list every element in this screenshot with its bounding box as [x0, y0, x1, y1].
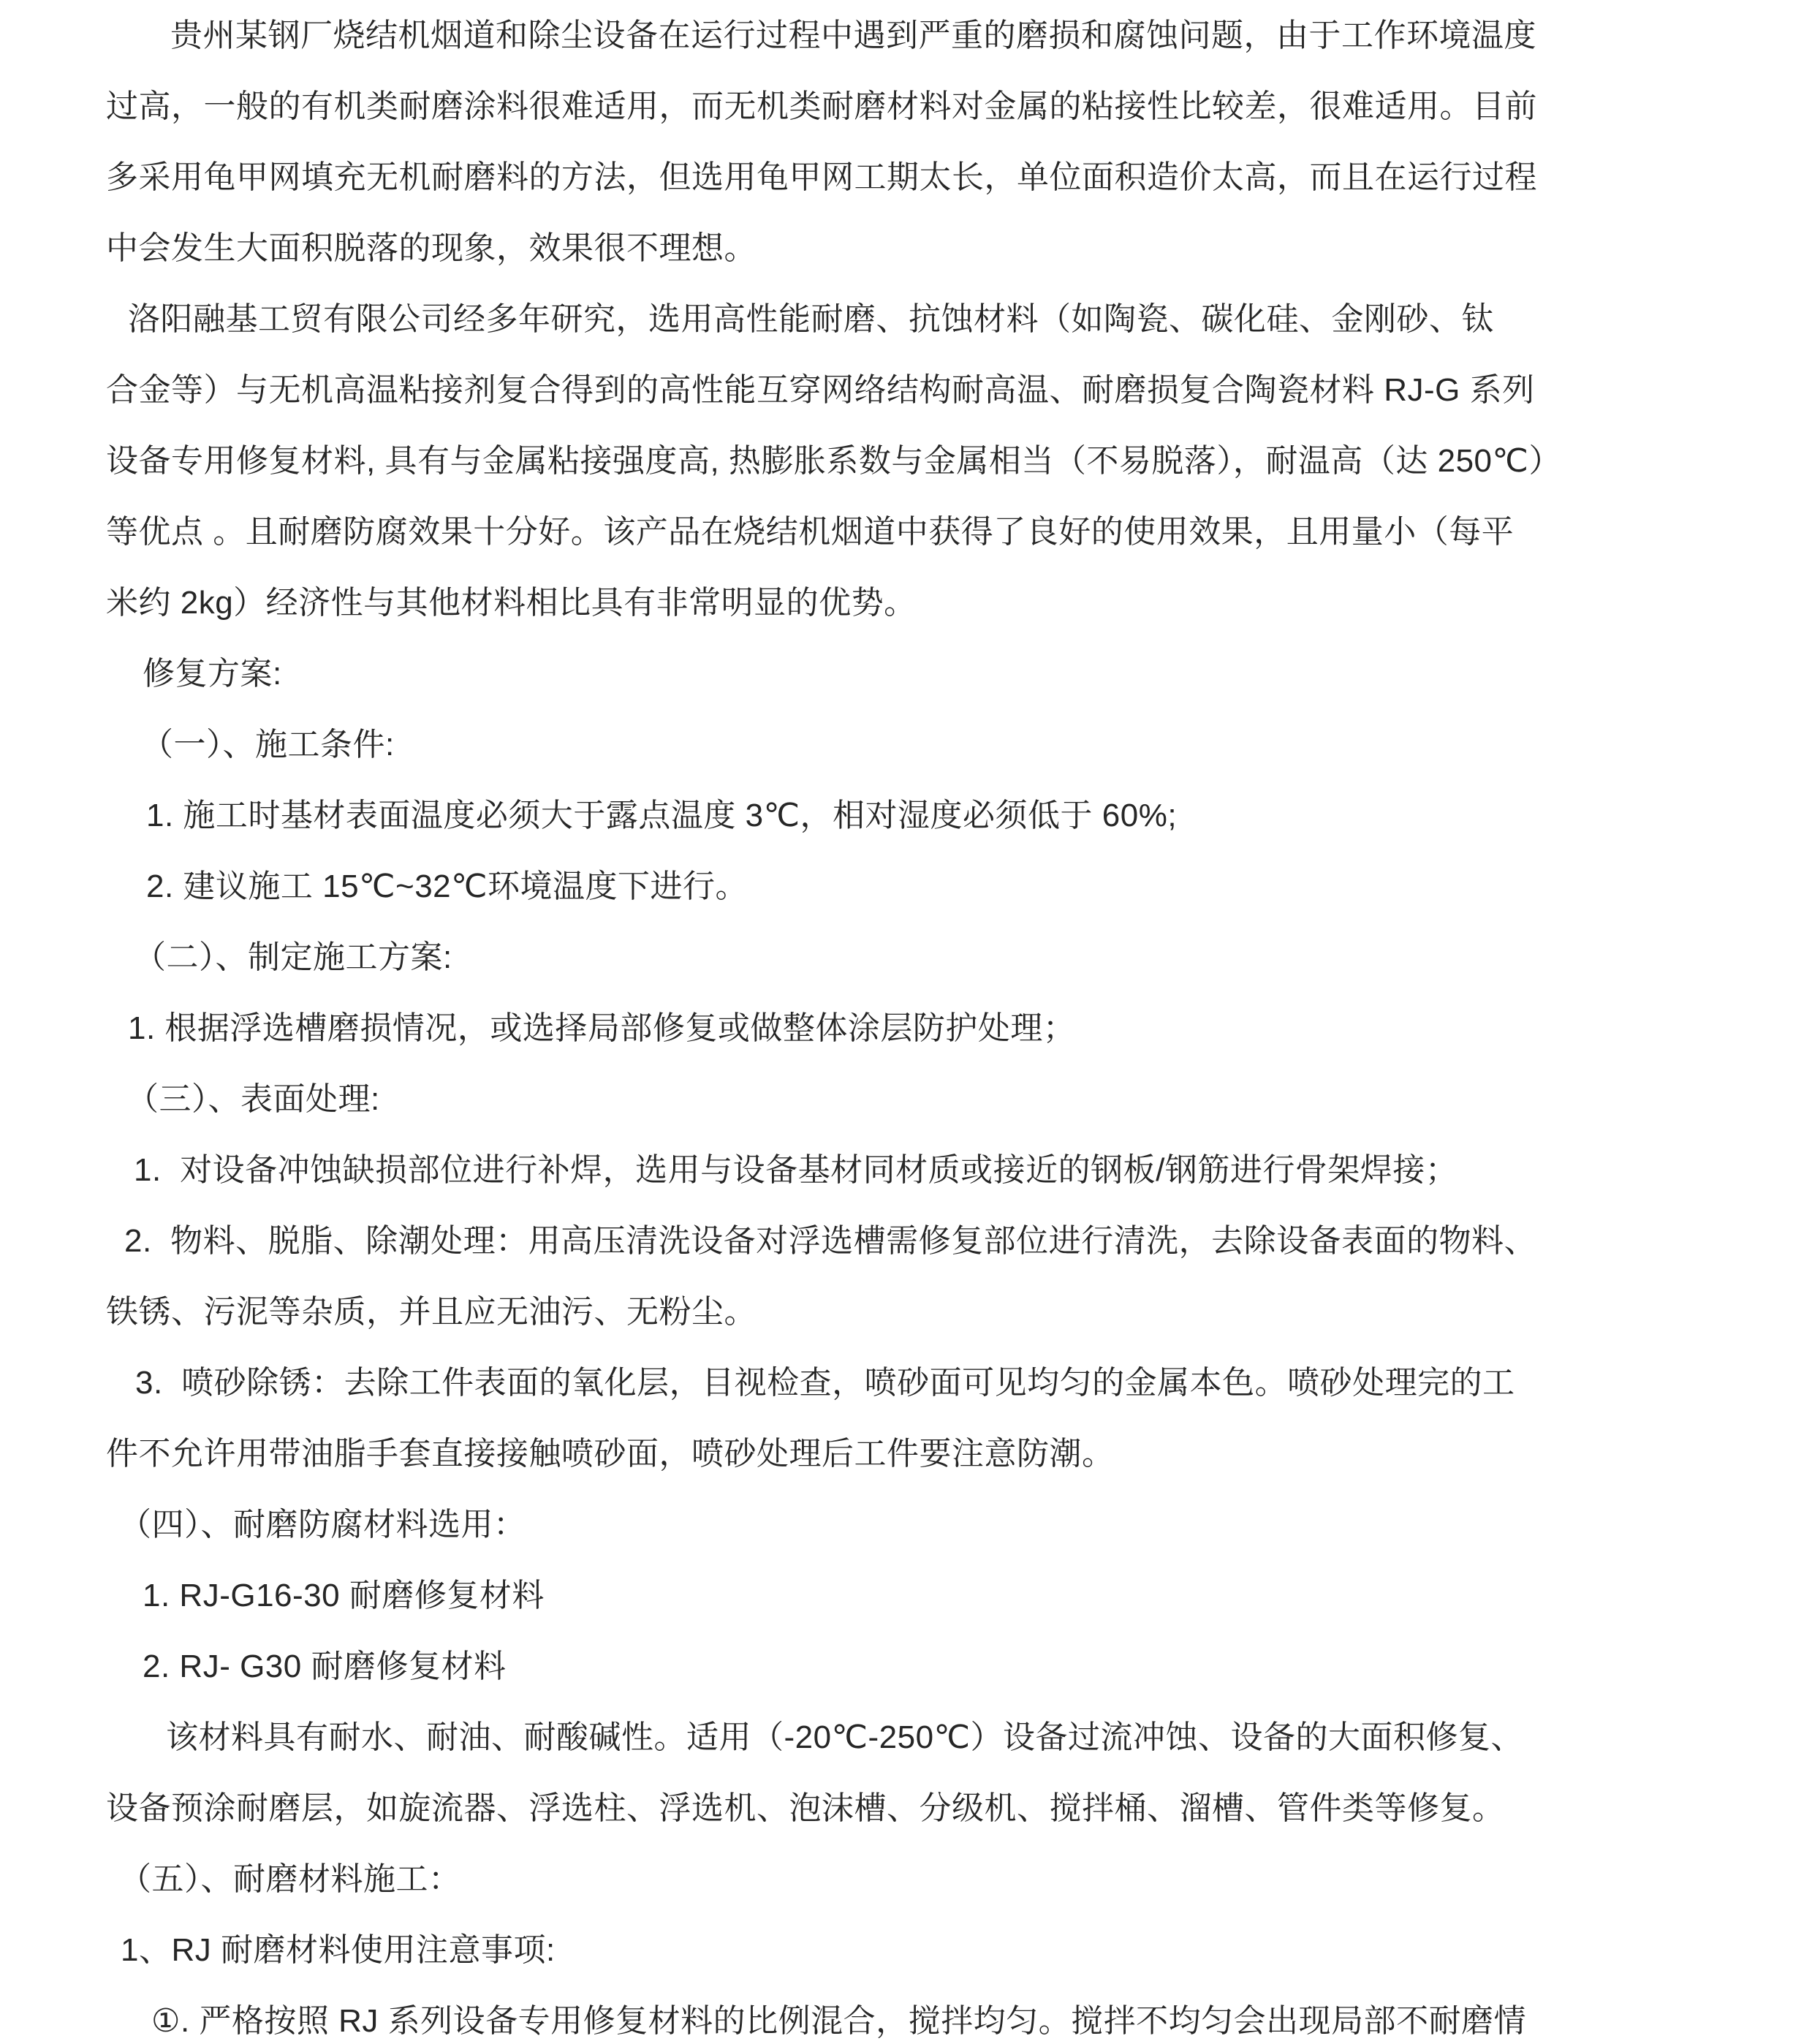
text-line: （一）、施工条件:: [141, 727, 395, 762]
text-line: 2. 物料、脱脂、除潮处理：用高压清洗设备对浮选槽需修复部位进行清洗，去除设备表面的物料、: [124, 1223, 1537, 1259]
text-line: 1. 对设备冲蚀缺损部位进行补焊，选用与设备基材同材质或接近的钢板/钢筋进行骨架焊接；: [134, 1152, 1458, 1188]
text-line: 米约 2kg）经济性与其他材料相比具有非常明显的优势。: [106, 585, 917, 621]
text-line: ①. 严格按照 RJ 系列设备专用修复材料的比例混合，搅拌均匀。搅拌不均匀会出现局部不耐磨情: [151, 2003, 1527, 2039]
text-line: 洛阳融基工贸有限公司经多年研究，选用高性能耐磨、抗蚀材料（如陶瓷、碳化硅、金刚砂、钛: [128, 301, 1494, 337]
text-line: 设备预涂耐磨层，如旋流器、浮选柱、浮选机、泡沫槽、分级机、搅拌桶、溜槽、管件类等修复。: [106, 1790, 1505, 1826]
text-line: 多采用龟甲网填充无机耐磨料的方法，但选用龟甲网工期太长，单位面积造价太高，而且在运行过程: [106, 159, 1537, 195]
text-line: 修复方案:: [143, 656, 282, 692]
text-line: （五）、耐磨材料施工：: [119, 1861, 461, 1897]
text-line: 件不允许用带油脂手套直接接触喷砂面，喷砂处理后工件要注意防潮。: [106, 1436, 1115, 1472]
text-line: 合金等）与无机高温粘接剂复合得到的高性能互穿网络结构耐高温、耐磨损复合陶瓷材料 RJ-G 系列: [106, 372, 1535, 408]
text-line: 过高，一般的有机类耐磨涂料很难适用，而无机类耐磨材料对金属的粘接性比较差，很难适用。目前: [106, 88, 1537, 124]
text-line: 1. 施工时基材表面温度必须大于露点温度 3℃，相对湿度必须低于 60%;: [146, 798, 1178, 833]
text-lines: [106, 0, 1711, 2044]
text-line: 贵州某钢厂烧结机烟道和除尘设备在运行过程中遇到严重的磨损和腐蚀问题，由于工作环境温度: [170, 18, 1536, 53]
text-line: （四）、耐磨防腐材料选用：: [119, 1507, 526, 1543]
text-line: （三）、表面处理:: [126, 1081, 380, 1117]
text-line: 1. 根据浮选槽磨损情况，或选择局部修复或做整体涂层防护处理；: [128, 1010, 1076, 1046]
text-line: 1、RJ 耐磨材料使用注意事项:: [121, 1932, 556, 1968]
text-line: 2. 建议施工 15℃~32℃环境温度下进行。: [146, 868, 748, 904]
text-line: 中会发生大面积脱落的现象，效果很不理想。: [106, 230, 757, 266]
text-line: 设备专用修复材料, 具有与金属粘接强度高, 热膨胀系数与金属相当（不易脱落），耐温高（达 250℃）: [106, 443, 1561, 479]
text-line: 2. RJ- G30 耐磨修复材料: [143, 1649, 507, 1684]
text-line: 1. RJ-G16-30 耐磨修复材料: [143, 1578, 545, 1613]
text-line: 铁锈、污泥等杂质，并且应无油污、无粉尘。: [106, 1294, 757, 1330]
text-line: 等优点 。且耐磨防腐效果十分好。该产品在烧结机烟道中获得了良好的使用效果，且用量小（每平: [106, 514, 1515, 550]
text-line: 该材料具有耐水、耐油、耐酸碱性。适用（-20℃-250℃）设备过流冲蚀、设备的大面积修复、: [166, 1719, 1523, 1755]
text-line: （二）、制定施工方案:: [134, 939, 452, 975]
text-line: 3. 喷砂除锈：去除工件表面的氧化层，目视检查，喷砂面可见均匀的金属本色。喷砂处理完的工: [135, 1365, 1515, 1401]
